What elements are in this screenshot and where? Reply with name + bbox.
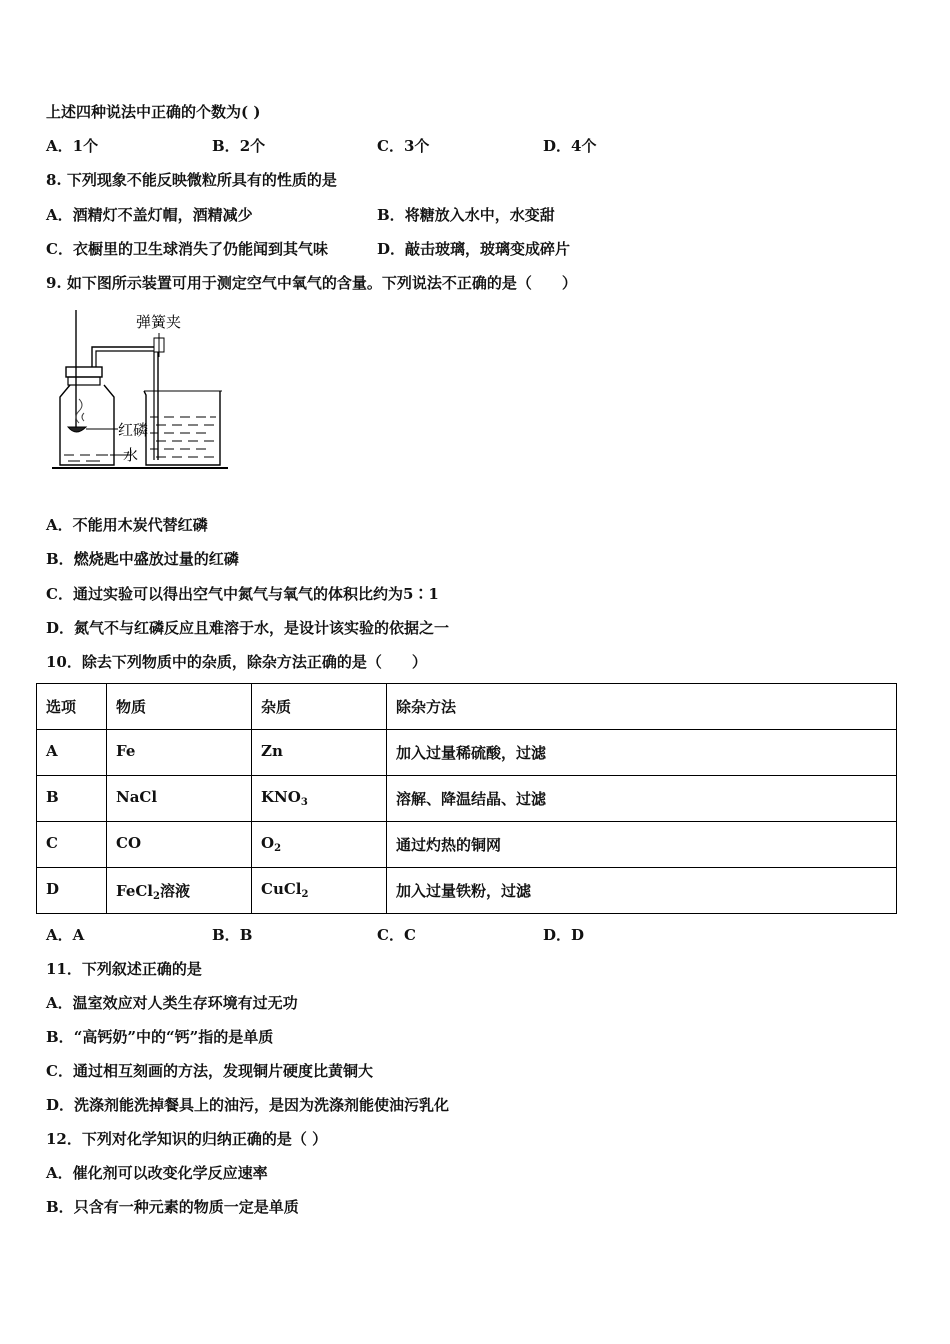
row-substance: NaCl (107, 776, 252, 822)
impurity-table (36, 683, 897, 914)
q10-option-c: C．C (377, 926, 416, 944)
header-impurity: 杂质 (252, 684, 387, 730)
q9-option-a: A．不能用木炭代替红磷 (46, 516, 208, 534)
row-option: B (37, 776, 107, 822)
q12-stem: 12．下列对化学知识的归纳正确的是（ ） (46, 1130, 328, 1148)
row-method: 加入过量稀硫酸，过滤 (387, 730, 897, 776)
row-impurity: Zn (252, 730, 387, 776)
row-method: 溶解、降温结晶、过滤 (387, 776, 897, 822)
q7-stem: 上述四种说法中正确的个数为( ) (46, 103, 261, 121)
q10-option-b: B．B (212, 926, 253, 944)
q7-option-c: C．3个 (377, 137, 430, 155)
row-substance: FeCl$_2$溶液 (107, 868, 252, 914)
q8-stem: 8. 下列现象不能反映微粒所具有的性质的是 (46, 171, 337, 189)
q8-option-b: B．将糖放入水中，水变甜 (377, 206, 555, 224)
q11-option-b: B．“高钙奶”中的“钙”指的是单质 (46, 1028, 274, 1046)
row-substance: Fe (107, 730, 252, 776)
phosphorus-label: 红磷 (118, 421, 149, 439)
header-option: 选项 (37, 684, 107, 730)
q12-option-a: A．催化剂可以改变化学反应速率 (46, 1164, 268, 1182)
header-substance: 物质 (107, 684, 252, 730)
q8-option-d: D．敲击玻璃，玻璃变成碎片 (377, 240, 571, 258)
row-impurity: CuCl$_2$ (252, 868, 387, 914)
table-row (37, 868, 897, 914)
row-method: 加入过量铁粉，过滤 (387, 868, 897, 914)
row-option: A (37, 730, 107, 776)
q11-option-c: C．通过相互刻画的方法，发现铜片硬度比黄铜大 (46, 1062, 373, 1080)
water-label: 水 (123, 446, 139, 464)
q11-option-d: D．洗涤剂能洗掉餐具上的油污，是因为洗涤剂能使油污乳化 (46, 1096, 450, 1114)
q7-option-d: D．4个 (543, 137, 597, 155)
q9-option-c: C．通过实验可以得出空气中氮气与氧气的体积比约为5∶1 (46, 585, 439, 603)
table-row (37, 822, 897, 868)
q11-option-a: A．温室效应对人类生存环境有过无功 (46, 994, 298, 1012)
q9-option-b: B．燃烧匙中盛放过量的红磷 (46, 550, 239, 568)
q8-option-a: A．酒精灯不盖灯帽，酒精减少 (46, 206, 253, 224)
q10-stem: 10．除去下列物质中的杂质，除杂方法正确的是（ ） (46, 653, 427, 671)
q8-option-c: C．衣橱里的卫生球消失了仍能闻到其气味 (46, 240, 328, 258)
q9-stem: 9. 如下图所示装置可用于测定空气中氧气的含量。下列说法不正确的是（ ） (46, 274, 577, 292)
table-row (37, 776, 897, 822)
q9-option-d: D．氮气不与红磷反应且难溶于水，是设计该实验的依据之一 (46, 619, 450, 637)
q11-stem: 11．下列叙述正确的是 (46, 960, 202, 978)
row-option: D (37, 868, 107, 914)
q7-option-b: B．2个 (212, 137, 266, 155)
row-impurity: $O_2$ (252, 822, 387, 868)
row-substance: CO (107, 822, 252, 868)
row-impurity: $KNO_3$ (252, 776, 387, 822)
q10-option-d: D．D (543, 926, 585, 944)
q12-option-b: B．只含有一种元素的物质一定是单质 (46, 1198, 299, 1216)
row-method: 通过灼热的铜网 (387, 822, 897, 868)
header-method: 除杂方法 (387, 684, 897, 730)
table-row (37, 730, 897, 776)
row-option: C (37, 822, 107, 868)
q7-option-a: A．1个 (46, 137, 99, 155)
q10-option-a: A．A (46, 926, 85, 944)
clamp-label: 弹簧夹 (136, 313, 182, 331)
table-header-row (37, 684, 897, 730)
oxygen-apparatus-figure (46, 305, 246, 480)
